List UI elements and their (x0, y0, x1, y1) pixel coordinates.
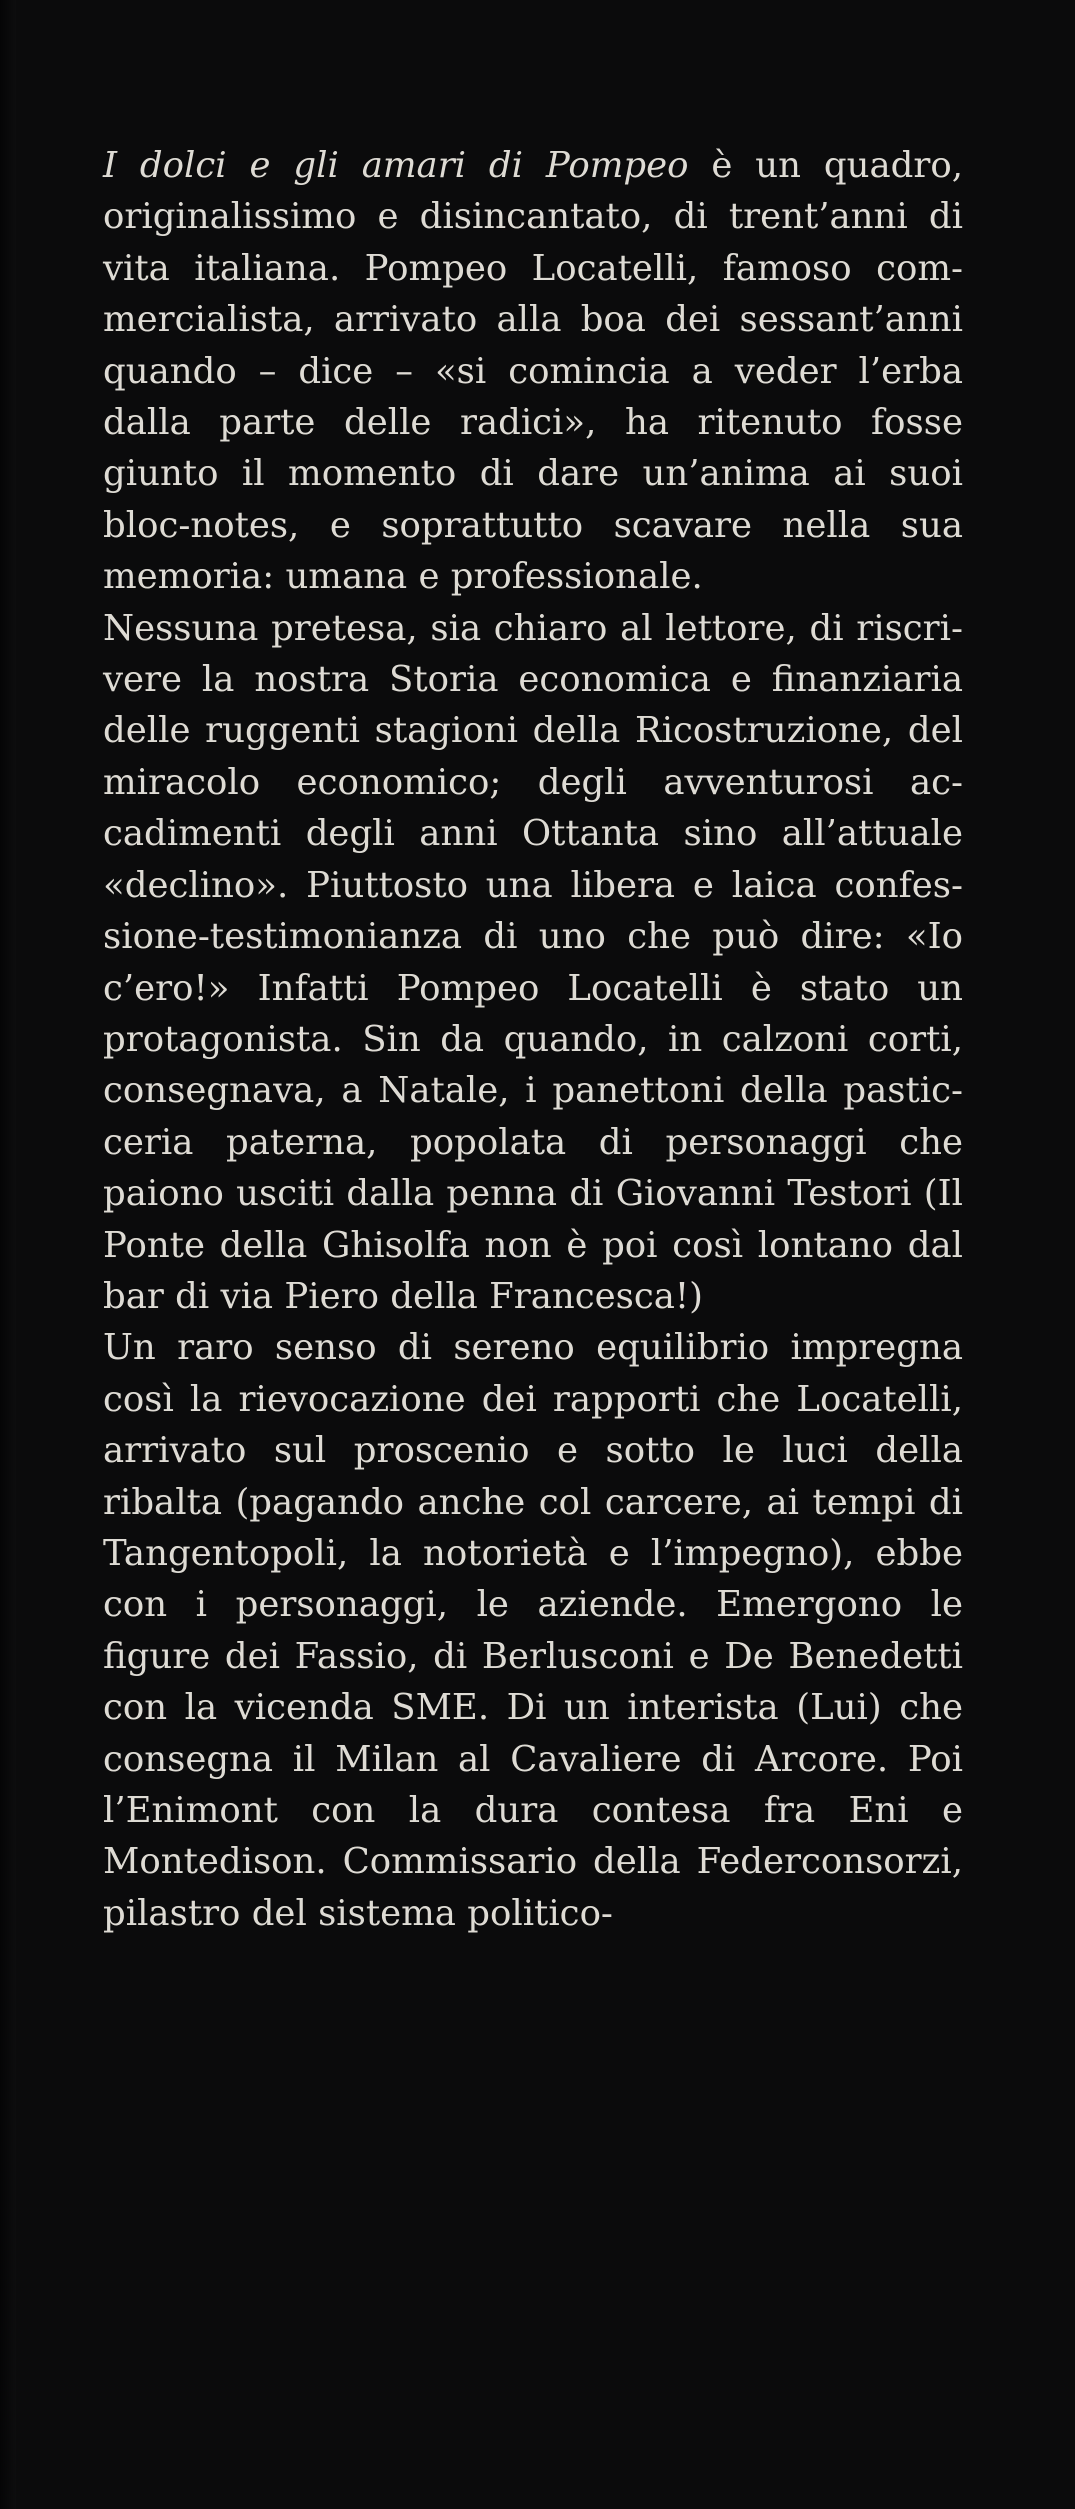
blurb-paragraph-2: Nessuna pretesa, sia chiaro al lettore, di riscrivere la nostra Storia economica e finanziaria delle ruggenti stagioni della Ricostruzione, del miracolo economico; degli avventurosi accadimenti degli anni Ottanta sino all’attuale «declino». Piuttosto una libera e laica confessione-testimonianza di uno che può dire: «Io c’ero!» Infatti Pompeo Locatelli è stato un protagonista. Sin da quando, in calzoni corti, consegnava, a Natale, i panettoni della pasticceria paterna, popolata di personaggi che paiono usciti dalla penna di Giovanni Testori (Il Ponte della Ghisolfa non è poi così lontano dal bar di via Piero della Francesca!) (103, 607, 963, 1317)
blurb-text (103, 140, 963, 1939)
book-title-italic: I dolci e gli amari di Pompeo (103, 145, 689, 186)
flap-fold-edge (0, 0, 16, 2509)
blurb-paragraph-1 (103, 140, 963, 603)
blurb-paragraph-1-text: è un quadro, originalissimo e disincantato, di trent’anni di vita italiana. Pompeo Locatelli, famoso commercialista, arrivato alla boa dei sessant’anni quando – dice – «si comincia a veder l’erba dalla parte delle radici», ha ritenuto fosse giunto il momento di dare un’anima ai suoi bloc-notes, e soprattutto scavare nella sua memoria: umana e professionale. (103, 145, 963, 598)
blurb-paragraph-3: Un raro senso di sereno equilibrio impregna così la rievocazione dei rapporti che Locatelli, arrivato sul proscenio e sotto le luci della ribalta (pagando anche col carcere, ai tempi di Tangentopoli, la notorietà e l’impegno), ebbe con i personaggi, le aziende. Emergono le figure dei Fassio, di Berlusconi e De Benedetti con la vicenda SME. Di un interista (Lui) che consegna il Milan al Cavaliere di Arcore. Poi l’Enimont con la dura contesa fra Eni e Montedison. Commissario della Federconsorzi, pilastro del sistema politico- (103, 1327, 963, 1934)
